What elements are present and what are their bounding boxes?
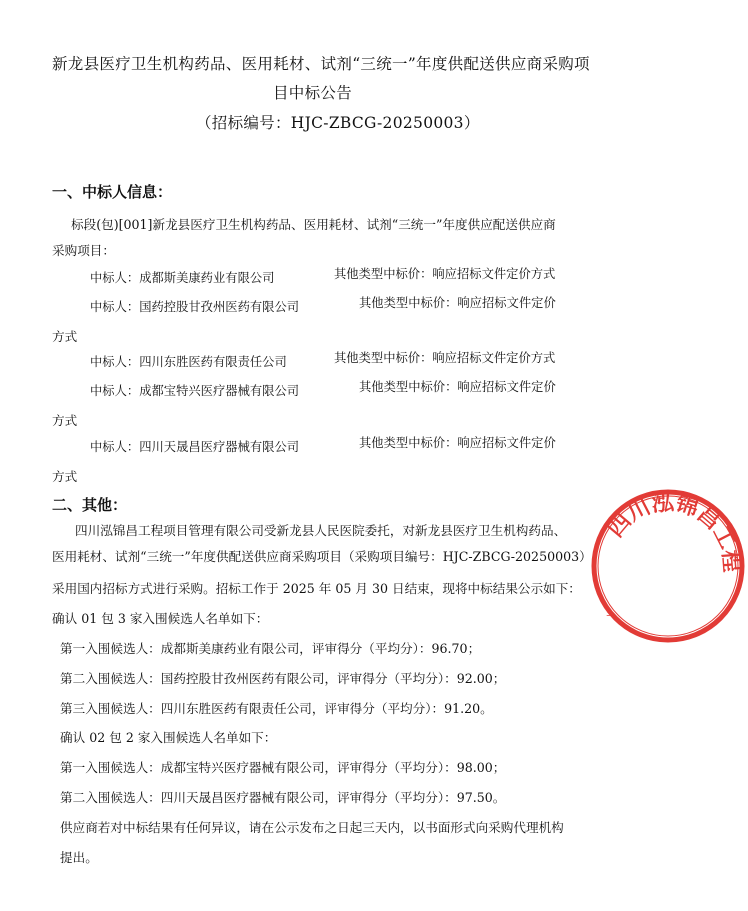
bid-number: （招标编号：HJC-ZBCG-20250003）	[196, 114, 480, 132]
para1-line-1: 四川泓锦昌工程项目管理有限公司受新龙县人民医院委托，对新龙县医疗卫生机构药品、	[75, 523, 567, 538]
pack2-candidate-1: 第一入围候选人：成都宝特兴医疗器械有限公司，评审得分（平均分）：98.00；	[60, 760, 506, 775]
closing-line-2: 提出。	[60, 850, 98, 865]
svg-text:5: 5	[606, 609, 612, 619]
section-1-heading: 一、中标人信息：	[52, 183, 173, 201]
pack1-candidate-2: 第二入围候选人：国药控股甘孜州医药有限公司，评审得分（平均分）：92.00；	[60, 671, 506, 686]
winner-3-name: 中标人：四川东胜医药有限责任公司	[90, 355, 287, 369]
para1-line-2: 医用耗材、试剂“三统一”年度供配送供应商采购项目（采购项目编号：HJC-ZBCG-20250003）	[52, 549, 592, 564]
pack1-candidate-3: 第三入围候选人：四川东胜医药有限责任公司，评审得分（平均分）：91.20。	[60, 701, 493, 716]
svg-text:四川泓锦昌工程	[604, 490, 745, 573]
lot-line-1: 标段(包)[001]新龙县医疗卫生机构药品、医用耗材、试剂“三统一”年度供应配送供应商	[71, 217, 556, 232]
winner-5-price: 其他类型中标价：响应招标文件定价	[359, 436, 556, 450]
seal-text: 四川泓锦昌工程	[603, 490, 744, 574]
winner-5-name: 中标人：四川天晟昌医疗器械有限公司	[90, 440, 300, 454]
winner-4-price: 其他类型中标价：响应招标文件定价	[359, 380, 556, 394]
winner-5-price-cont: 方式	[52, 469, 78, 484]
winner-2-price-cont: 方式	[52, 329, 78, 344]
para1-line-4: 确认 01 包 3 家入围候选人名单如下：	[52, 611, 269, 626]
winner-2-name: 中标人：国药控股甘孜州医药有限公司	[90, 300, 300, 314]
winner-4-price-cont: 方式	[52, 413, 78, 428]
closing-line-1: 供应商若对中标结果有任何异议，请在公示发布之日起三天内，以书面形式向采购代理机构	[60, 820, 564, 835]
section-2-heading: 二、其他：	[52, 496, 128, 514]
pack2-intro: 确认 02 包 2 家入围候选人名单如下：	[60, 730, 277, 745]
title-line-1: 新龙县医疗卫生机构药品、医用耗材、试剂“三统一”年度供配送供应商采购项	[52, 55, 590, 73]
winner-2-price: 其他类型中标价：响应招标文件定价	[359, 296, 556, 310]
winner-3-price: 其他类型中标价：响应招标文件定价方式	[334, 351, 556, 365]
company-seal-stamp	[588, 486, 748, 646]
winner-1-name: 中标人：成都斯美康药业有限公司	[90, 271, 275, 285]
title-line-2: 目中标公告	[273, 84, 353, 102]
para1-line-3: 采用国内招标方式进行采购。招标工作于 2025 年 05 月 30 日结束，现将中标结果公示如下：	[52, 581, 581, 596]
pack2-candidate-2: 第二入围候选人：四川天晟昌医疗器械有限公司，评审得分（平均分）：97.50。	[60, 790, 506, 805]
pack1-candidate-1: 第一入围候选人：成都斯美康药业有限公司，评审得分（平均分）：96.70；	[60, 641, 481, 656]
lot-line-2: 采购项目：	[52, 243, 115, 258]
winner-4-name: 中标人：成都宝特兴医疗器械有限公司	[90, 384, 300, 398]
winner-1-price: 其他类型中标价：响应招标文件定价方式	[334, 267, 556, 281]
